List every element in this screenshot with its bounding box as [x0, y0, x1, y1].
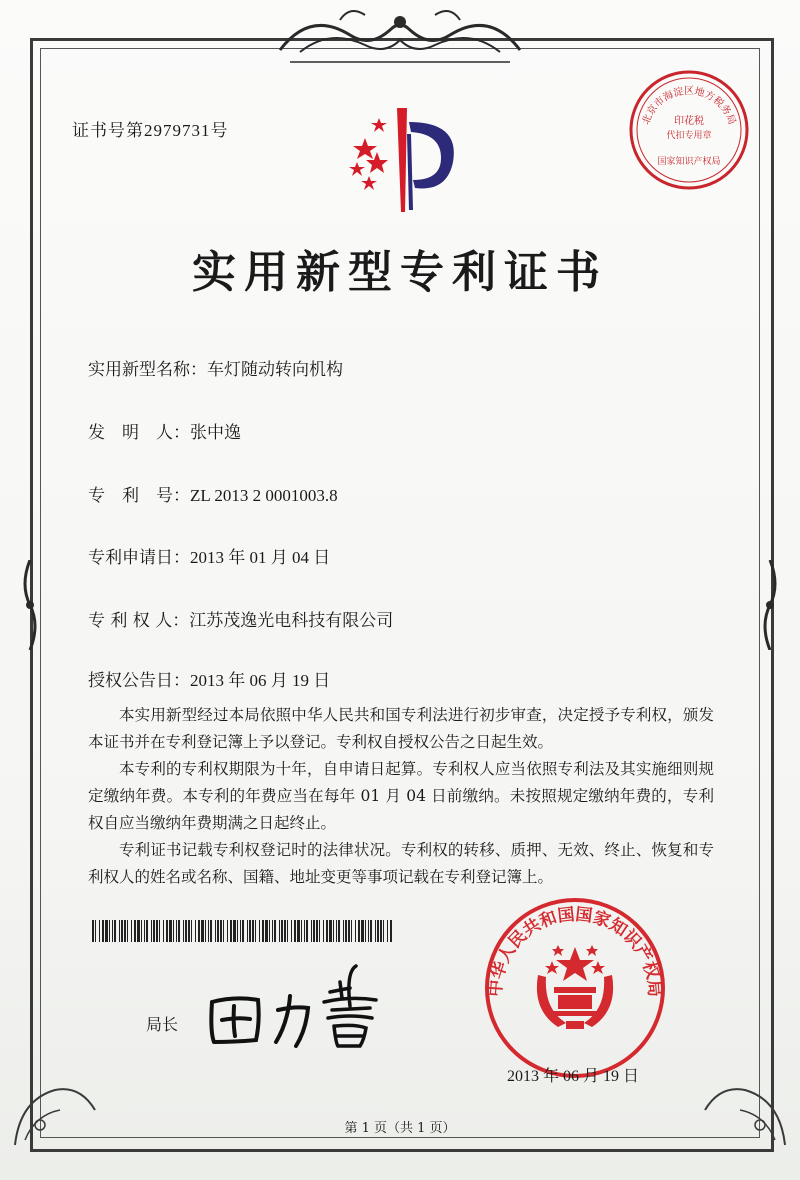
tax-seal-line2: 代扣专用章	[666, 131, 712, 141]
barcode-bar	[183, 920, 184, 942]
field-label: 专 利 权 人：	[88, 611, 190, 631]
field-value: ZL 2013 2 0001003.8	[190, 486, 338, 505]
barcode-bar	[191, 920, 192, 942]
barcode-bar	[95, 920, 96, 942]
left-ornament-icon	[18, 560, 42, 650]
certificate-title: 实用新型专利证书	[192, 247, 608, 298]
barcode-bar	[294, 920, 296, 942]
barcode-bar	[217, 920, 219, 942]
field-label: 发 明 人：	[88, 423, 190, 443]
barcode-bar	[297, 920, 300, 942]
barcode-bar	[375, 920, 376, 942]
field-value: 车灯随动转向机构	[207, 360, 343, 379]
barcode-bar	[198, 920, 200, 942]
barcode-bar	[105, 920, 108, 942]
tax-stamp-seal	[627, 68, 751, 192]
body-paragraph: 专利证书记载专利权登记时的法律状况。专利权的转移、质押、无效、终止、恢复和专利权人的姓名或名称、国籍、地址变更等事项记载在专利登记簿上。	[88, 841, 714, 886]
barcode-bar	[215, 920, 216, 942]
barcode-bar	[127, 920, 128, 942]
certificate-number-suffix: 号	[210, 121, 229, 141]
barcode-bar	[242, 920, 244, 942]
field-grant-date	[88, 666, 330, 691]
field-value: 张中逸	[190, 423, 241, 442]
bottom-left-ornament-icon	[10, 1070, 100, 1150]
barcode-bar	[255, 920, 256, 942]
barcode-bar	[144, 920, 145, 942]
tax-seal-line1: 印花税	[674, 116, 704, 127]
barcode-bar	[336, 920, 337, 942]
official-seal-ring-text: 中华人民共和国国家知识产权局	[485, 904, 665, 998]
barcode-bar	[201, 920, 204, 942]
patent-office-emblem-icon	[335, 100, 465, 220]
barcode-bar	[230, 920, 232, 942]
barcode-bar	[377, 920, 379, 942]
barcode-bar	[383, 920, 384, 942]
barcode-bar	[159, 920, 160, 942]
certificate-number-label: 证书号第	[72, 121, 144, 141]
barcode-bar	[131, 920, 132, 942]
barcode-bar	[169, 920, 172, 942]
barcode-bar	[281, 920, 283, 942]
certificate-body	[88, 702, 714, 891]
barcode-bar	[114, 920, 116, 942]
tax-seal-ring-text: 北京市海淀区地方税务局	[640, 86, 738, 127]
barcode-bar	[338, 920, 340, 942]
certificate-number	[72, 116, 229, 141]
barcode-bar	[249, 920, 251, 942]
field-value: 2013 年 01 月 04 日	[190, 548, 331, 567]
barcode-bar	[345, 920, 347, 942]
field-patentee	[88, 606, 393, 631]
field-label: 授权公告日：	[88, 671, 190, 691]
tax-seal-line3: 国家知识产权局	[657, 157, 721, 167]
field-label: 专 利 号：	[88, 486, 190, 506]
body-paragraph: 本实用新型经过本局依照中华人民共和国专利法进行初步审查，决定授予专利权，颁发本证书并在专利登记簿上予以登记。专利权自授权公告之日起生效。	[88, 706, 714, 751]
barcode-bar	[301, 920, 302, 942]
barcode-bar	[284, 920, 286, 942]
field-label: 专利申请日：	[88, 548, 190, 568]
barcode-bar	[156, 920, 158, 942]
barcode-bar	[269, 920, 270, 942]
barcode-bar	[141, 920, 142, 942]
barcode-bar	[233, 920, 236, 942]
barcode-bar	[173, 920, 174, 942]
seal-date: 2013 年 06 月 19 日	[507, 1068, 640, 1085]
field-application-date	[88, 543, 330, 568]
barcode-bar	[343, 920, 344, 942]
field-inventor	[88, 418, 241, 443]
barcode-bar	[208, 920, 209, 942]
barcode-bar	[365, 920, 366, 942]
barcode-bar	[387, 920, 388, 942]
certificate-number-value: 2979731	[144, 121, 211, 140]
barcode-bar	[351, 920, 352, 942]
top-ornament-icon	[270, 0, 530, 70]
barcode-bar	[348, 920, 350, 942]
barcode-bar	[370, 920, 372, 942]
field-label: 实用新型名称：	[88, 360, 207, 380]
barcode-bar	[188, 920, 190, 942]
barcode-bar	[119, 920, 120, 942]
barcode-bar	[287, 920, 288, 942]
field-value: 2013 年 06 月 19 日	[190, 671, 331, 690]
barcode	[92, 920, 392, 942]
barcode-bar	[326, 920, 328, 942]
barcode-bar	[166, 920, 168, 942]
barcode-bar	[390, 920, 392, 942]
official-seal	[482, 895, 668, 1081]
barcode-bar	[237, 920, 238, 942]
barcode-bar	[227, 920, 228, 942]
barcode-bar	[223, 920, 224, 942]
national-emblem-icon	[537, 945, 613, 1029]
barcode-bar	[313, 920, 315, 942]
barcode-bar	[306, 920, 308, 942]
barcode-bar	[247, 920, 248, 942]
barcode-bar	[262, 920, 264, 942]
barcode-bar	[178, 920, 180, 942]
barcode-bar	[220, 920, 222, 942]
barcode-bar	[137, 920, 140, 942]
barcode-bar	[205, 920, 206, 942]
page-footer: 第 1 页（共 1 页）	[344, 1121, 456, 1136]
barcode-bar	[361, 920, 364, 942]
barcode-bar	[272, 920, 273, 942]
barcode-bar	[185, 920, 187, 942]
director-signature	[200, 962, 390, 1052]
barcode-bar	[333, 920, 334, 942]
director-label: 局长	[146, 1015, 179, 1034]
field-patent-number	[88, 481, 338, 506]
barcode-bar	[316, 920, 318, 942]
barcode-bar	[153, 920, 155, 942]
barcode-bar	[92, 920, 94, 942]
barcode-bar	[319, 920, 320, 942]
body-paragraph: 本专利的专利权期限为十年，自申请日起算。专利权人应当依照专利法及其实施细则规定缴纳年费。本专利的年费应当在每年 01 月 04 日前缴纳。未按照规定缴纳年费的，专利权自应当缴纳年费期满之日起终止。	[88, 760, 714, 832]
barcode-bar	[176, 920, 177, 942]
barcode-bar	[279, 920, 280, 942]
barcode-bar	[240, 920, 241, 942]
barcode-bar	[252, 920, 254, 942]
barcode-bar	[358, 920, 360, 942]
barcode-bar	[380, 920, 382, 942]
barcode-bar	[265, 920, 268, 942]
barcode-bar	[109, 920, 110, 942]
barcode-bar	[311, 920, 312, 942]
field-utility-model-name	[88, 355, 343, 380]
barcode-bar	[355, 920, 356, 942]
barcode-bar	[368, 920, 369, 942]
barcode-bar	[163, 920, 164, 942]
barcode-bar	[99, 920, 100, 942]
barcode-bar	[274, 920, 276, 942]
right-ornament-icon	[758, 560, 782, 650]
barcode-bar	[210, 920, 212, 942]
barcode-bar	[112, 920, 113, 942]
barcode-bar	[259, 920, 260, 942]
barcode-bar	[329, 920, 332, 942]
barcode-bar	[134, 920, 136, 942]
barcode-bar	[121, 920, 123, 942]
barcode-bar	[151, 920, 152, 942]
field-value: 江苏茂逸光电科技有限公司	[189, 611, 394, 630]
barcode-bar	[195, 920, 196, 942]
barcode-bar	[102, 920, 104, 942]
bottom-right-ornament-icon	[700, 1070, 790, 1150]
barcode-bar	[323, 920, 324, 942]
barcode-bar	[124, 920, 126, 942]
barcode-bar	[304, 920, 305, 942]
barcode-bar	[146, 920, 148, 942]
barcode-bar	[291, 920, 292, 942]
